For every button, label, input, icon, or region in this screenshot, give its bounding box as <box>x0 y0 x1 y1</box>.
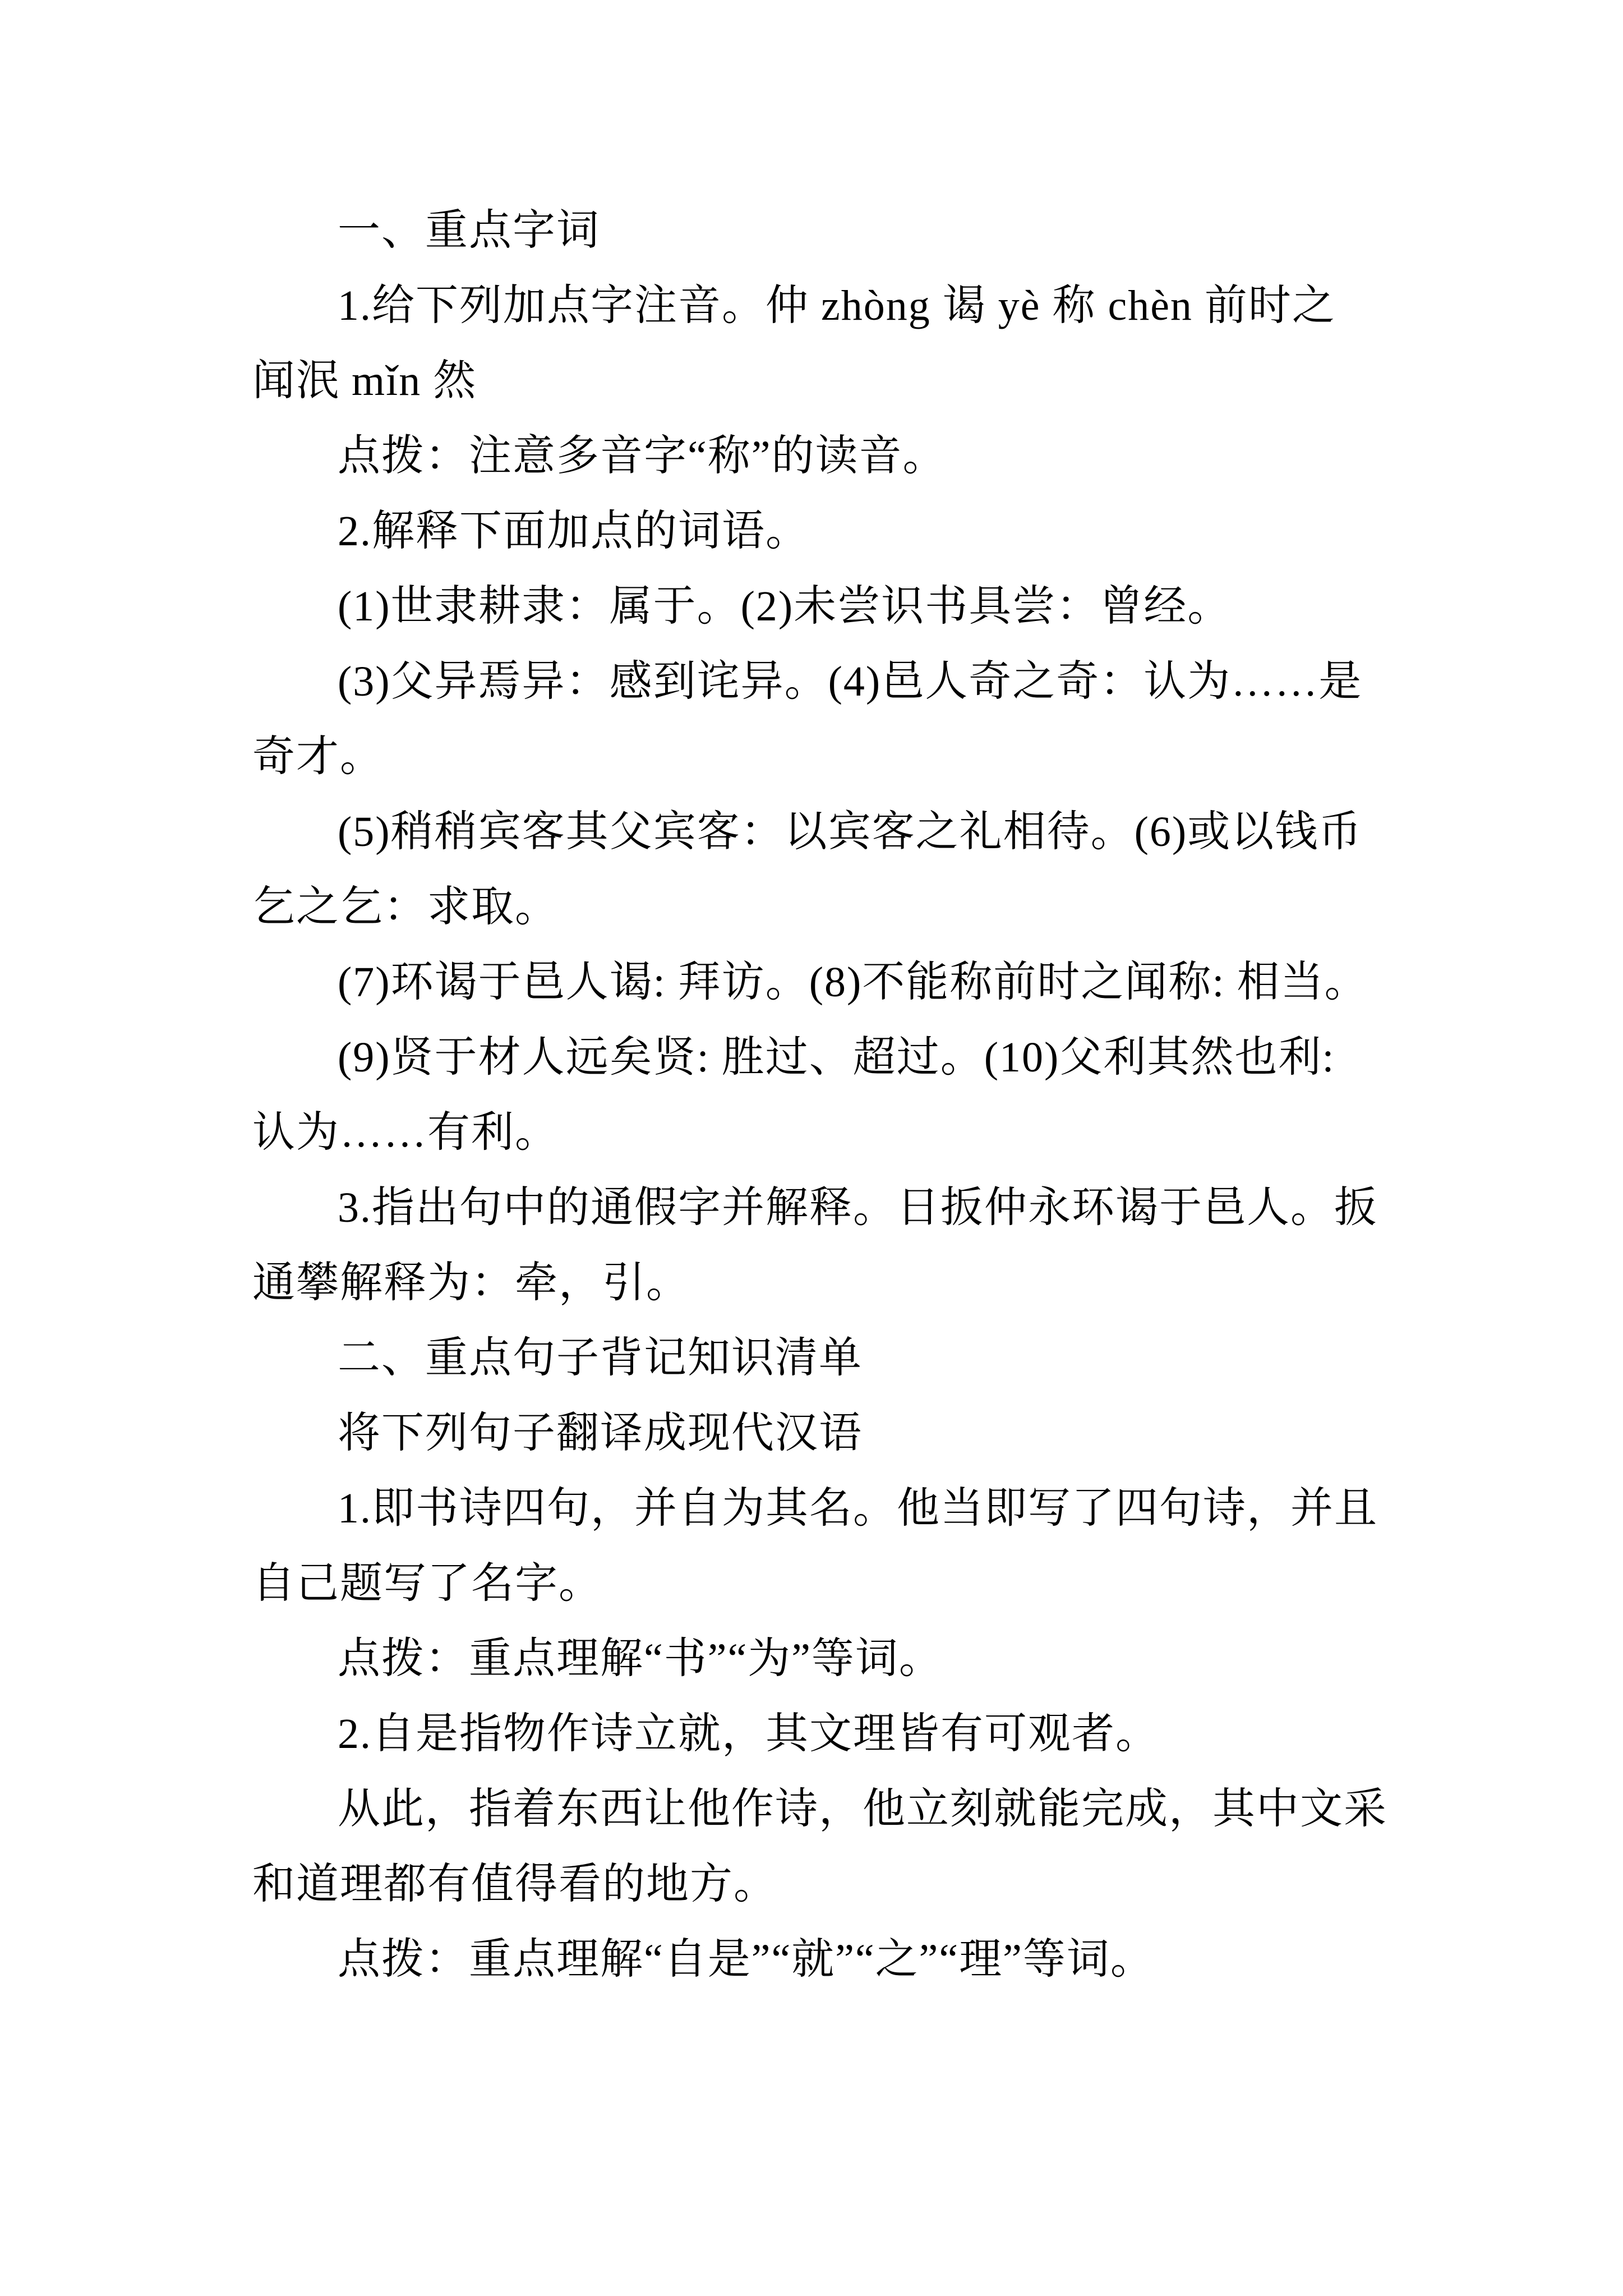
paragraph <box>252 1922 1400 1997</box>
paragraph-first-line: (3)父异焉异：感到诧异。(4)邑人奇之奇：认为……是 <box>338 658 1363 705</box>
paragraph-continuation-line: 闻泯 mǐn 然 <box>252 357 477 404</box>
paragraph-continuation-line: 和道理都有值得看的地方。 <box>252 1861 777 1908</box>
paragraph <box>252 569 1400 644</box>
paragraph-first-line: (5)稍稍宾客其父宾客：以宾客之礼相待。(6)或以钱币 <box>338 808 1363 855</box>
paragraph-continuation-line: 乞之乞：求取。 <box>252 884 559 931</box>
document-content <box>252 193 1400 1997</box>
paragraph-first-line: 1.给下列加点字注音。仲 zhòng 谒 yè 称 chèn 前时之 <box>338 282 1336 329</box>
paragraph-first-line: (9)贤于材人远矣贤: 胜过、超过。(10)父利其然也利: <box>338 1034 1335 1081</box>
paragraph-first-line: 一、重点字词 <box>338 207 600 254</box>
paragraph-continuation-line: 自己题写了名字。 <box>252 1560 602 1607</box>
paragraph-first-line: 2.自是指物作诗立就，其文理皆有可观者。 <box>338 1710 1159 1757</box>
paragraph <box>252 494 1400 569</box>
paragraph <box>252 1621 1400 1696</box>
paragraph <box>252 268 1400 418</box>
paragraph <box>252 193 1400 268</box>
paragraph <box>252 1170 1400 1320</box>
paragraph <box>252 1396 1400 1471</box>
paragraph-first-line: 点拨：注意多音字“称”的读音。 <box>338 432 947 480</box>
paragraph-first-line: 点拨：重点理解“自是”“就”“之”“理”等词。 <box>338 1936 1154 1983</box>
paragraph <box>252 1772 1400 1922</box>
paragraph-first-line: 二、重点句子背记知识清单 <box>338 1335 863 1382</box>
paragraph-continuation-line: 通攀解释为：牵，引。 <box>252 1259 690 1306</box>
paragraph-first-line: (7)环谒于邑人谒: 拜访。(8)不能称前时之闻称: 相当。 <box>338 959 1368 1006</box>
paragraph <box>252 644 1400 794</box>
paragraph-continuation-line: 奇才。 <box>252 733 384 780</box>
paragraph-first-line: 从此，指着东西让他作诗，他立刻就能完成，其中文采 <box>338 1786 1387 1833</box>
paragraph-continuation-line: 认为……有利。 <box>252 1109 559 1156</box>
paragraph <box>252 1696 1400 1772</box>
paragraph <box>252 1020 1400 1170</box>
paragraph-first-line: 1.即书诗四句，并自为其名。他当即写了四句诗，并且 <box>338 1485 1378 1532</box>
paragraph <box>252 1320 1400 1396</box>
paragraph-first-line: 点拨：重点理解“书”“为”等词。 <box>338 1635 943 1682</box>
paragraph-first-line: 3.指出句中的通假字并解释。日扳仲永环谒于邑人。扳 <box>338 1184 1378 1231</box>
paragraph-first-line: 将下列句子翻译成现代汉语 <box>338 1410 863 1457</box>
paragraph <box>252 418 1400 494</box>
paragraph-first-line: 2.解释下面加点的词语。 <box>338 508 809 555</box>
paragraph <box>252 1471 1400 1621</box>
paragraph <box>252 945 1400 1020</box>
paragraph-first-line: (1)世隶耕隶：属于。(2)未尝识书具尝：曾经。 <box>338 583 1232 630</box>
paragraph <box>252 794 1400 945</box>
